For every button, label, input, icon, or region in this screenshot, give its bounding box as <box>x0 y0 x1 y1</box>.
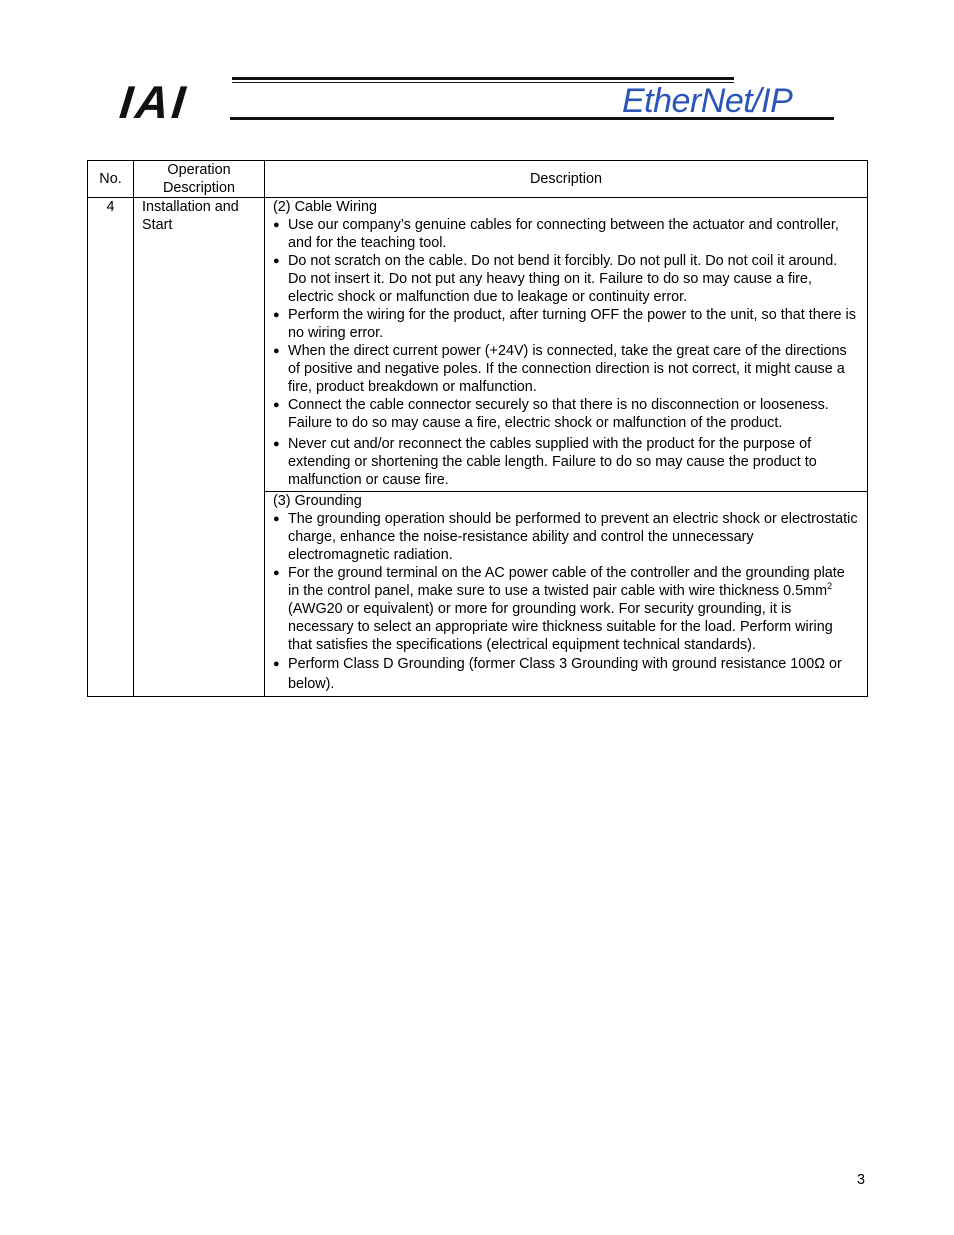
superscript: 2 <box>827 581 833 592</box>
section-title: (3) Grounding <box>273 493 362 509</box>
list-item: ● Do not scratch on the cable. Do not bend it forcibly. Do not pull it. Do not coil it around. Do not insert it. Do not put any heavy thing on it. Failure to do so may cause a fire, electric shock or malfunction due to leakage or continuity error. <box>273 252 859 306</box>
section-title: (2) Cable Wiring <box>273 199 377 215</box>
header-rule-top <box>232 77 734 80</box>
header-description: Description <box>265 161 868 198</box>
table-row <box>88 198 868 492</box>
product-title: EtherNet/IP <box>622 82 793 120</box>
header-operation: Operation Description <box>134 161 265 198</box>
list-item: ● Perform Class D Grounding (former Class 3 Grounding with ground resistance 100Ω or below). <box>273 654 859 694</box>
section-grounding <box>265 492 868 697</box>
list-item: ● Perform the wiring for the product, after turning OFF the power to the unit, so that there is no wiring error. <box>273 306 859 342</box>
list-item <box>273 564 859 654</box>
bullet-text-part: For the ground terminal on the AC power cable of the controller and the grounding plate in the control panel, make sure to use a twisted pair cable with wire thickness 0.5mm <box>288 565 845 599</box>
row-number: 4 <box>88 198 134 697</box>
iai-logo: IAI <box>117 76 191 128</box>
header-no: No. <box>88 161 134 198</box>
list-item: ● Use our company’s genuine cables for connecting between the actuator and controller, and for the teaching tool. <box>273 216 859 252</box>
operation-table <box>87 160 868 697</box>
list-item: ● Connect the cable connector securely so that there is no disconnection or looseness. Failure to do so may cause a fire, electric shock or malfunction of the product. <box>273 396 859 432</box>
table-header-row <box>88 161 868 198</box>
list-item: ● The grounding operation should be performed to prevent an electric shock or electrostatic charge, enhance the noise-resistance ability and control the unnecessary electromagnetic radiation. <box>273 510 859 564</box>
page-number: 3 <box>857 1172 866 1188</box>
list-item: ● Never cut and/or reconnect the cables supplied with the product for the purpose of extending or shortening the cable length. Failure to do so may cause the product to malfunction or cause fire. <box>273 435 859 489</box>
section-cable-wiring <box>265 198 868 492</box>
page-header <box>117 72 836 128</box>
bullet-list <box>273 510 859 694</box>
bullet-list <box>273 216 859 489</box>
bullet-text-part: (AWG20 or equivalent) or more for grounding work. For security grounding, it is necessary to select an appropriate wire thickness suitable for the load. Perform wiring that satisfies the specifications (electrical equipment technical standards). <box>288 601 833 653</box>
row-operation: Installation and Start <box>134 198 265 697</box>
list-item: ● When the direct current power (+24V) is connected, take the great care of the directions of positive and negative poles. If the connection direction is not correct, it might cause a fire, product breakdown or malfunction. <box>273 342 859 396</box>
